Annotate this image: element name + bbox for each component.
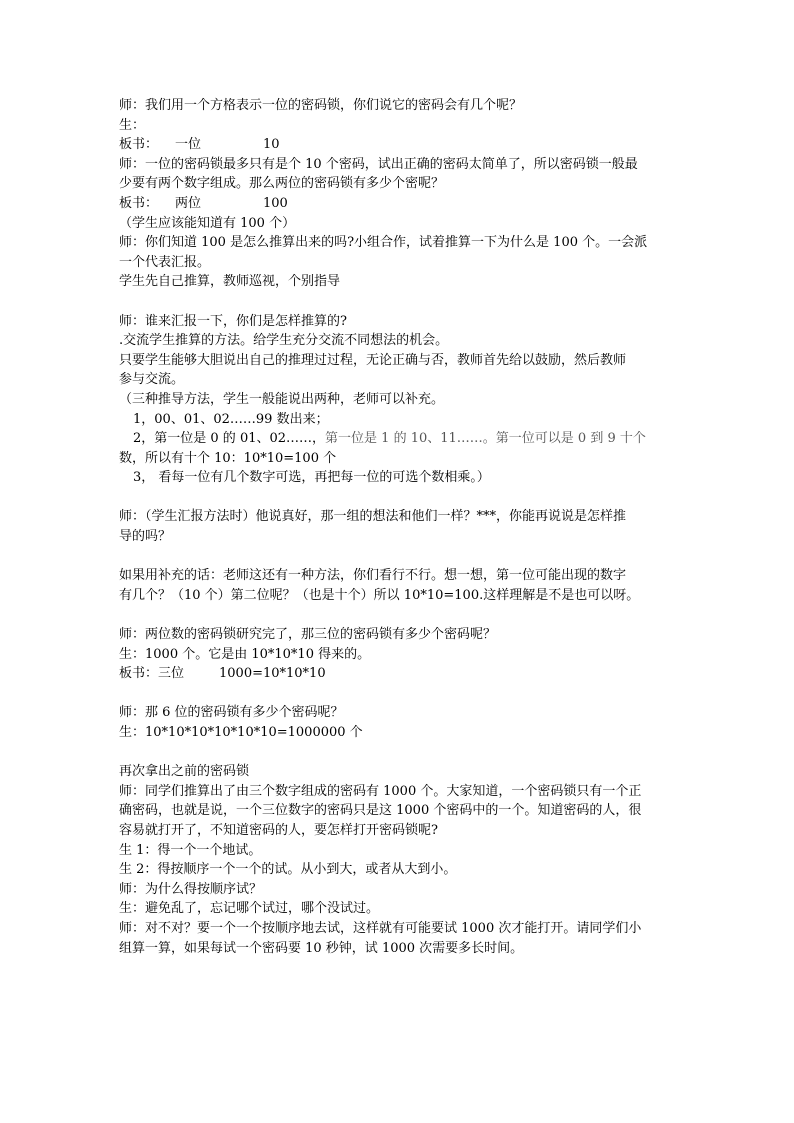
text-line: 容易就打开了，不知道密码的人，要怎样打开密码锁呢? — [119, 822, 438, 838]
blackboard-label: 板书： — [119, 137, 159, 153]
text-line: 一个代表汇报。 — [119, 254, 211, 270]
text-line: 师：两位数的密码锁研究完了，那三位的密码锁有多少个密码呢？ — [119, 627, 497, 643]
text-line: 少要有两个数字组成。那么两位的密码锁有多少个密呢？ — [119, 176, 445, 192]
method-item-2 — [119, 429, 659, 449]
blank-line — [119, 488, 659, 508]
blackboard-line — [119, 664, 659, 684]
blackboard-item: 一位 — [175, 137, 202, 153]
blank-line — [119, 743, 659, 763]
blackboard-item: 两位 — [175, 195, 202, 211]
text-line: 学生先自己推算，教师巡视，个别指导 — [119, 274, 341, 290]
text-line: 参与交流。 — [119, 372, 185, 388]
text-line: 组算一算，如果每试一个密码要 10 秒钟，试 1000 次需要多长时间。 — [119, 940, 524, 956]
text-line: 师：一位的密码锁最多只有是个 10 个密码，试出正确的密码太简单了，所以密码锁一般最 — [119, 156, 638, 172]
blank-line — [119, 605, 659, 625]
text-line: 生：1000 个。它是由 10*10*10 得来的。 — [119, 646, 371, 662]
blank-line — [119, 684, 659, 704]
text-line: 师：（学生汇报方法时）他说真好，那一组的想法和他们一样？***，你能再说说是怎样推 — [119, 509, 627, 525]
text-line: 生：避免乱了，忘记哪个试过，哪个没试过。 — [119, 901, 380, 917]
blackboard-value: 100 — [263, 195, 288, 211]
document-body — [119, 96, 659, 958]
blank-line — [119, 292, 659, 312]
text-line: 生： — [119, 117, 146, 133]
text-line: 生 2：得按顺序一个一个的试。从小到大，或者从大到小。 — [119, 862, 457, 878]
blackboard-label: 板书： — [119, 195, 159, 211]
text-line: 只要学生能够大胆说出自己的推理过过程，无论正确与否，教师首先给以鼓励，然后教师 — [119, 352, 627, 368]
text-line: 师：同学们推算出了由三个数字组成的密码有 1000 个。大家知道，一个密码锁只有一个正 — [119, 783, 642, 799]
method-item-2-part-a: 2，第一位是 0 的 01、02……， — [133, 431, 326, 447]
blackboard-line — [119, 135, 659, 155]
text-line: 再次拿出之前的密码锁 — [119, 764, 250, 780]
blackboard-label: 板书：三位 — [119, 666, 185, 682]
text-line: 师：那 6 位的密码锁有多少个密码呢？ — [119, 705, 344, 721]
text-line: 师：对不对？要一个一个按顺序地去试，这样就有可能要试 1000 次才能打开。请同学们小 — [119, 920, 642, 936]
text-line: 确密码，也就是说，一个三位数字的密码只是这 1000 个密码中的一个。知道密码的人，很 — [119, 803, 642, 819]
text-line: 师：我们用一个方格表示一位的密码锁，你们说它的密码会有几个呢？ — [119, 98, 523, 113]
text-line: 如果用补充的话：老师这还有一种方法，你们看行不行。想一想，第一位可能出现的数字 — [119, 568, 627, 584]
text-line: .交流学生推算的方法。给学生充分交流不同想法的机会。 — [119, 333, 449, 349]
text-line: 生：10*10*10*10*10*10=1000000 个 — [119, 725, 363, 740]
blank-line — [119, 547, 659, 567]
blackboard-value: 10 — [263, 137, 280, 153]
text-line: 生 1：得一个一个地试。 — [119, 842, 262, 858]
text-line: 师：谁来汇报一下，你们是怎样推算的? — [119, 313, 347, 329]
method-item-2-part-b: 第一位是 1 的 10、11……。第一位可以是 0 到 9 十个 — [325, 431, 646, 447]
text-line: （学生应该能知道有 100 个） — [119, 215, 296, 231]
text-line: （三种推导方法，学生一般能说出两种，老师可以补充。 — [119, 391, 445, 407]
method-item-1: 1，00、01、02……99 数出来； — [133, 411, 329, 427]
blackboard-value: 1000=10*10*10 — [219, 666, 326, 682]
method-item-3: 3， 看每一位有几个数字可选，再把每一位的可选个数相乘。） — [133, 470, 490, 486]
blackboard-line — [119, 194, 659, 214]
text-line: 有几个？（10 个）第二位呢？（也是十个）所以 10*10=100.这样理解是不是也可以呀。 — [119, 587, 640, 603]
text-line: 导的吗？ — [119, 529, 172, 545]
text-line: 师：你们知道 100 是怎么推算出来的吗?小组合作，试着推算一下为什么是 100 个。一会派 — [119, 235, 648, 251]
text-line: 师：为什么得按顺序试？ — [119, 881, 263, 897]
text-line: 数，所以有十个 10：10*10=100 个 — [119, 450, 337, 466]
